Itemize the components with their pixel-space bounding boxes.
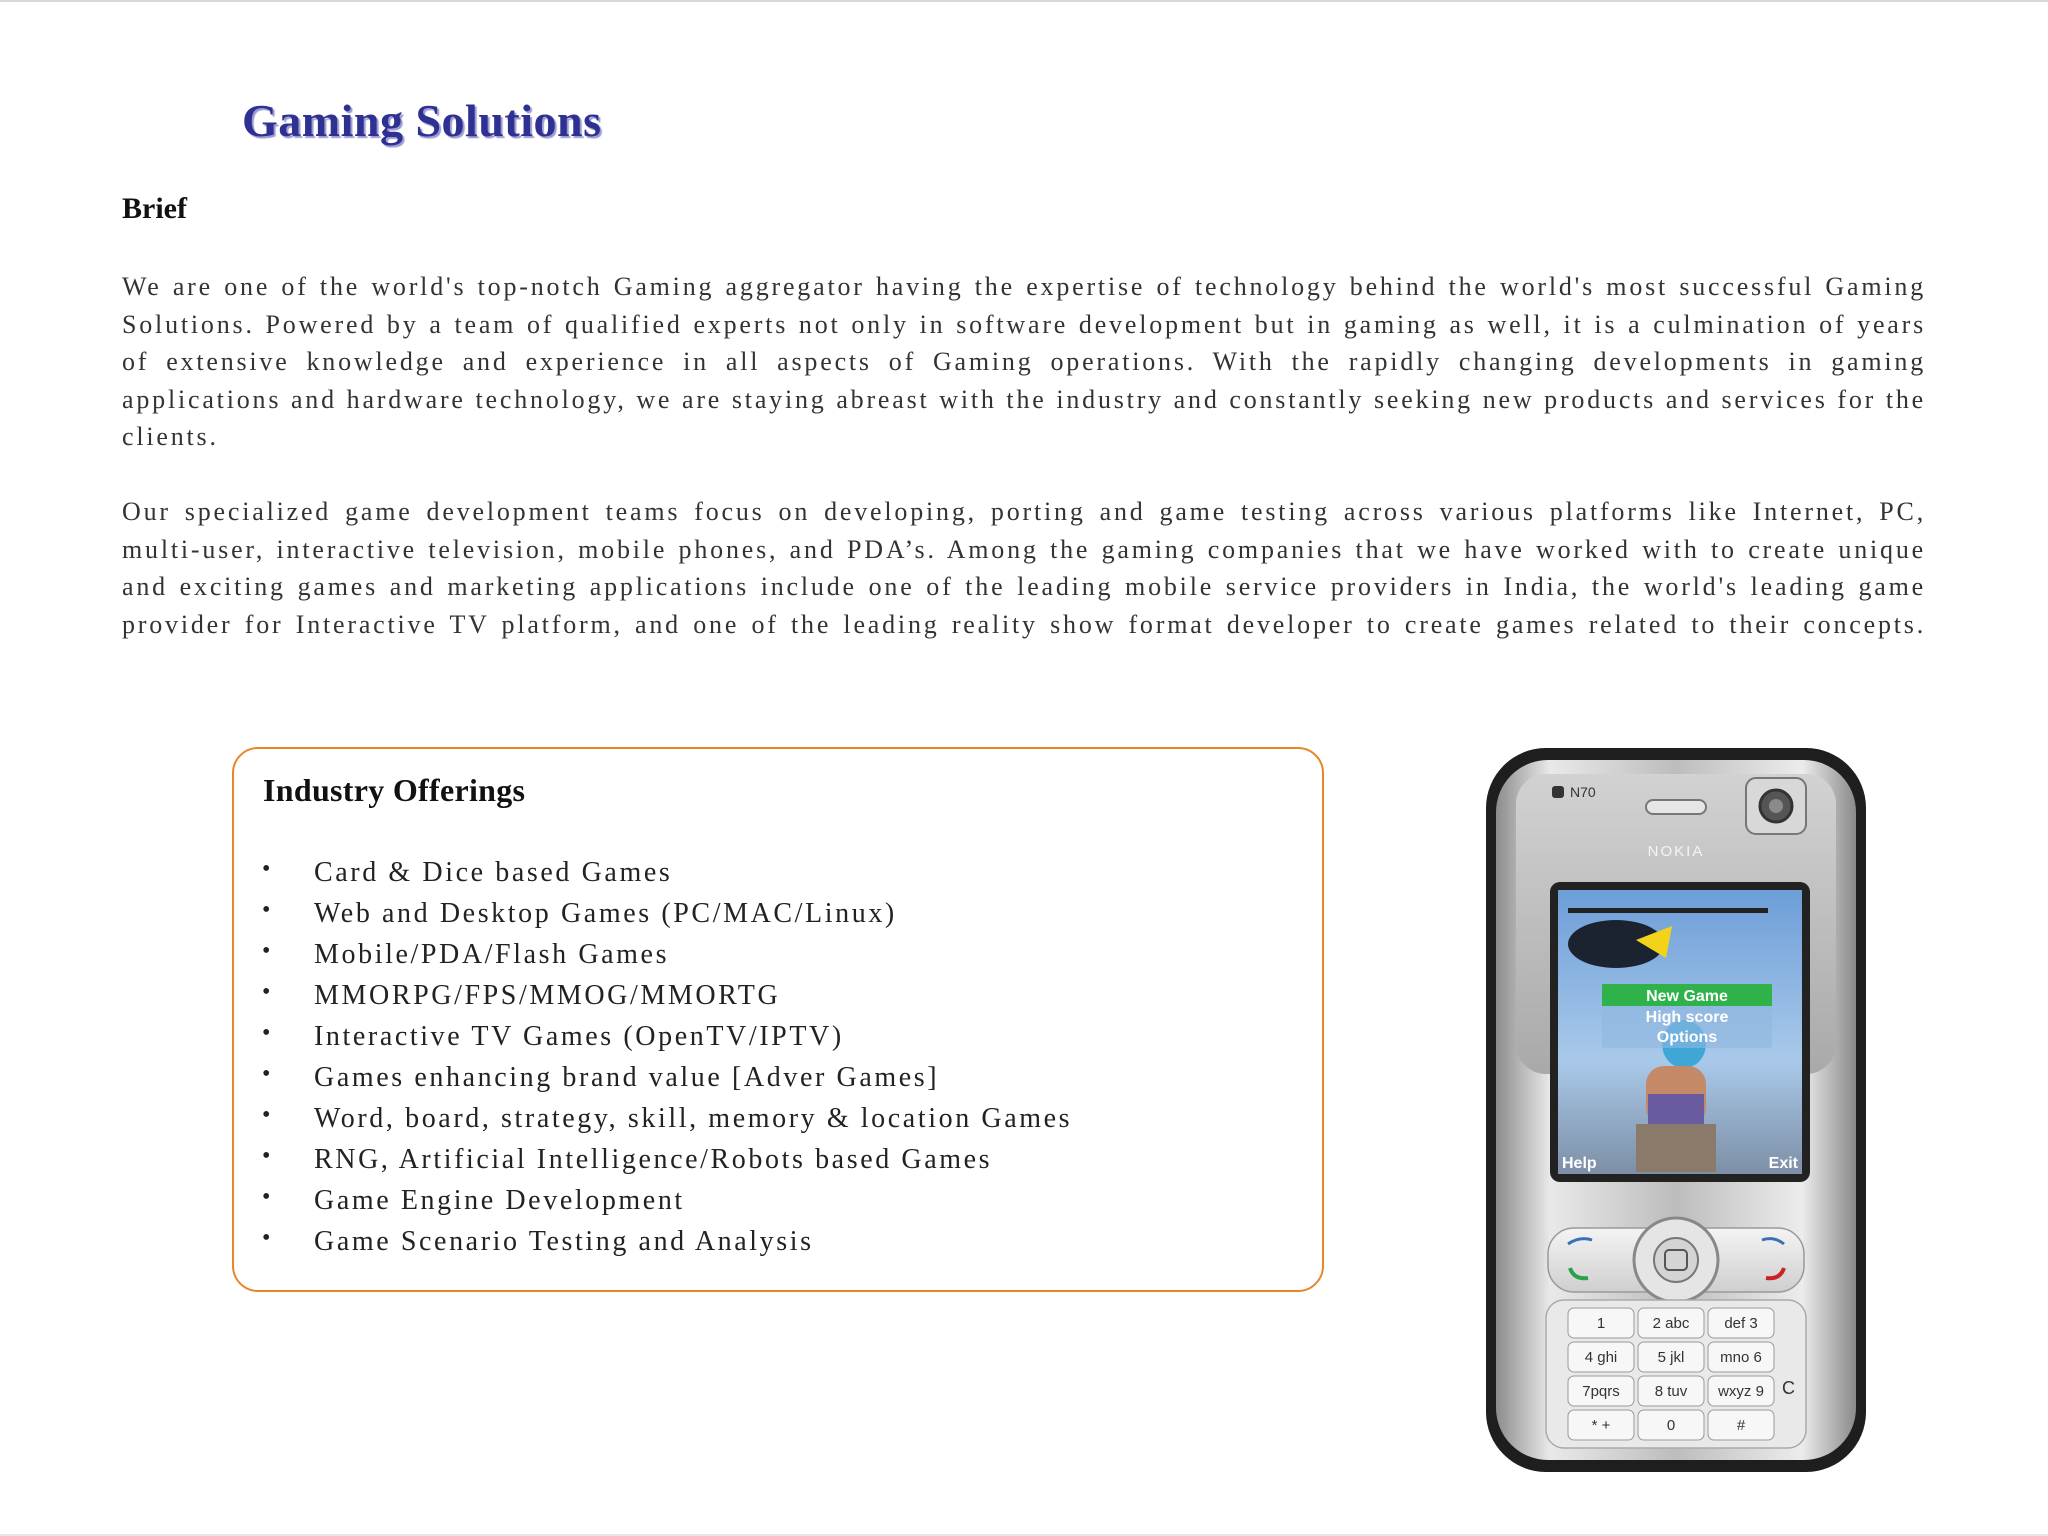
list-item-text: MMORPG/FPS/MMOG/MMORTG (314, 980, 781, 1011)
list-item (262, 852, 1072, 893)
bullet-icon: • (262, 856, 271, 882)
keypad-key-label: # (1736, 1417, 1746, 1434)
softkey-left: Help (1562, 1155, 1597, 1172)
list-item (262, 975, 1072, 1016)
model-label: N70 (1570, 784, 1596, 800)
keypad-key-label: * + (1591, 1417, 1611, 1434)
list-item (262, 893, 1072, 934)
list-item-text: RNG, Artificial Intelligence/Robots based Games (314, 1144, 993, 1175)
bullet-icon: • (262, 938, 271, 964)
keypad-key-label: mno 6 (1720, 1349, 1762, 1366)
keypad-key-label: 5 jkl (1657, 1349, 1685, 1366)
list-item-text: Games enhancing brand value [Adver Games] (314, 1062, 940, 1093)
list-item-text: Card & Dice based Games (314, 857, 673, 888)
bullet-icon: • (262, 979, 271, 1005)
menu-high-score: High score (1645, 1009, 1729, 1026)
brief-paragraph-1: We are one of the world's top-notch Gaming aggregator having the expertise of technology behind the world's most successful Gaming Solutions. Powered by a team of qualified experts not only in software development but in gaming as well, it is a culmination of years of extensive knowledge and experience in all aspects of Gaming operations. With the rapidly changing developments in gaming applications and hardware technology, we are staying abreast with the industry and constantly seeking new products and services for the clients. (122, 272, 1926, 451)
industry-offerings-title: Industry Offerings (263, 772, 526, 808)
keypad-key-label: 4 ghi (1584, 1349, 1618, 1366)
menu-new-game: New Game (1646, 988, 1728, 1005)
phone-illustration (1456, 744, 1896, 1480)
list-item-text: Web and Desktop Games (PC/MAC/Linux) (314, 898, 897, 929)
list-item-text: Interactive TV Games (OpenTV/IPTV) (314, 1021, 844, 1052)
list-item (262, 1180, 1072, 1221)
list-item-text: Mobile/PDA/Flash Games (314, 939, 670, 970)
menu-options: Options (1656, 1029, 1718, 1046)
clear-key: C (1782, 1378, 1795, 1398)
page-title: Gaming Solutions (242, 95, 602, 146)
keypad-key-label: 1 (1596, 1315, 1606, 1332)
list-item (262, 1139, 1072, 1180)
keypad-key-label: 0 (1666, 1417, 1676, 1434)
list-item-text: Game Engine Development (314, 1185, 685, 1216)
bullet-icon: • (262, 897, 271, 923)
keypad-key-label: 8 tuv (1654, 1383, 1688, 1400)
bullet-icon: • (262, 1225, 271, 1251)
softkey-right: Exit (1768, 1155, 1798, 1172)
nokia-phone-image (1456, 744, 1896, 1480)
list-item-text: Game Scenario Testing and Analysis (314, 1226, 814, 1257)
keypad-key-label: wxyz 9 (1718, 1383, 1764, 1400)
list-item (262, 1016, 1072, 1057)
speaker-grille (1646, 800, 1706, 814)
bullet-icon: • (262, 1184, 271, 1210)
list-item-text: Word, board, strategy, skill, memory & location Games (314, 1103, 1073, 1134)
list-item (262, 1057, 1072, 1098)
industry-offerings-list (262, 852, 1072, 1262)
keypad-key-label: def 3 (1724, 1315, 1758, 1332)
list-item (262, 1221, 1072, 1262)
brief-heading: Brief (122, 192, 187, 225)
bullet-icon: • (262, 1143, 271, 1169)
bullet-icon: • (262, 1020, 271, 1046)
list-item (262, 1098, 1072, 1139)
keypad-key-label: 7pqrs (1582, 1383, 1620, 1400)
brand-label: NOKIA (1647, 843, 1705, 860)
list-item (262, 934, 1072, 975)
bullet-icon: • (262, 1061, 271, 1087)
bullet-icon: • (262, 1102, 271, 1128)
keypad-key-label: 2 abc (1652, 1315, 1690, 1332)
top-divider (0, 0, 2048, 2)
brief-paragraph-2: Our specialized game development teams focus on developing, porting and game testing across various platforms like Internet, PC, multi-user, interactive television, mobile phones, and PDA’s. Among the gaming companies that we have worked with to create unique and exciting games and marketing applications include one of the leading mobile service providers in India, the world's leading game provider for Interactive TV platform, and one of the leading reality show format developer to create games related to their concepts. (122, 497, 1926, 639)
